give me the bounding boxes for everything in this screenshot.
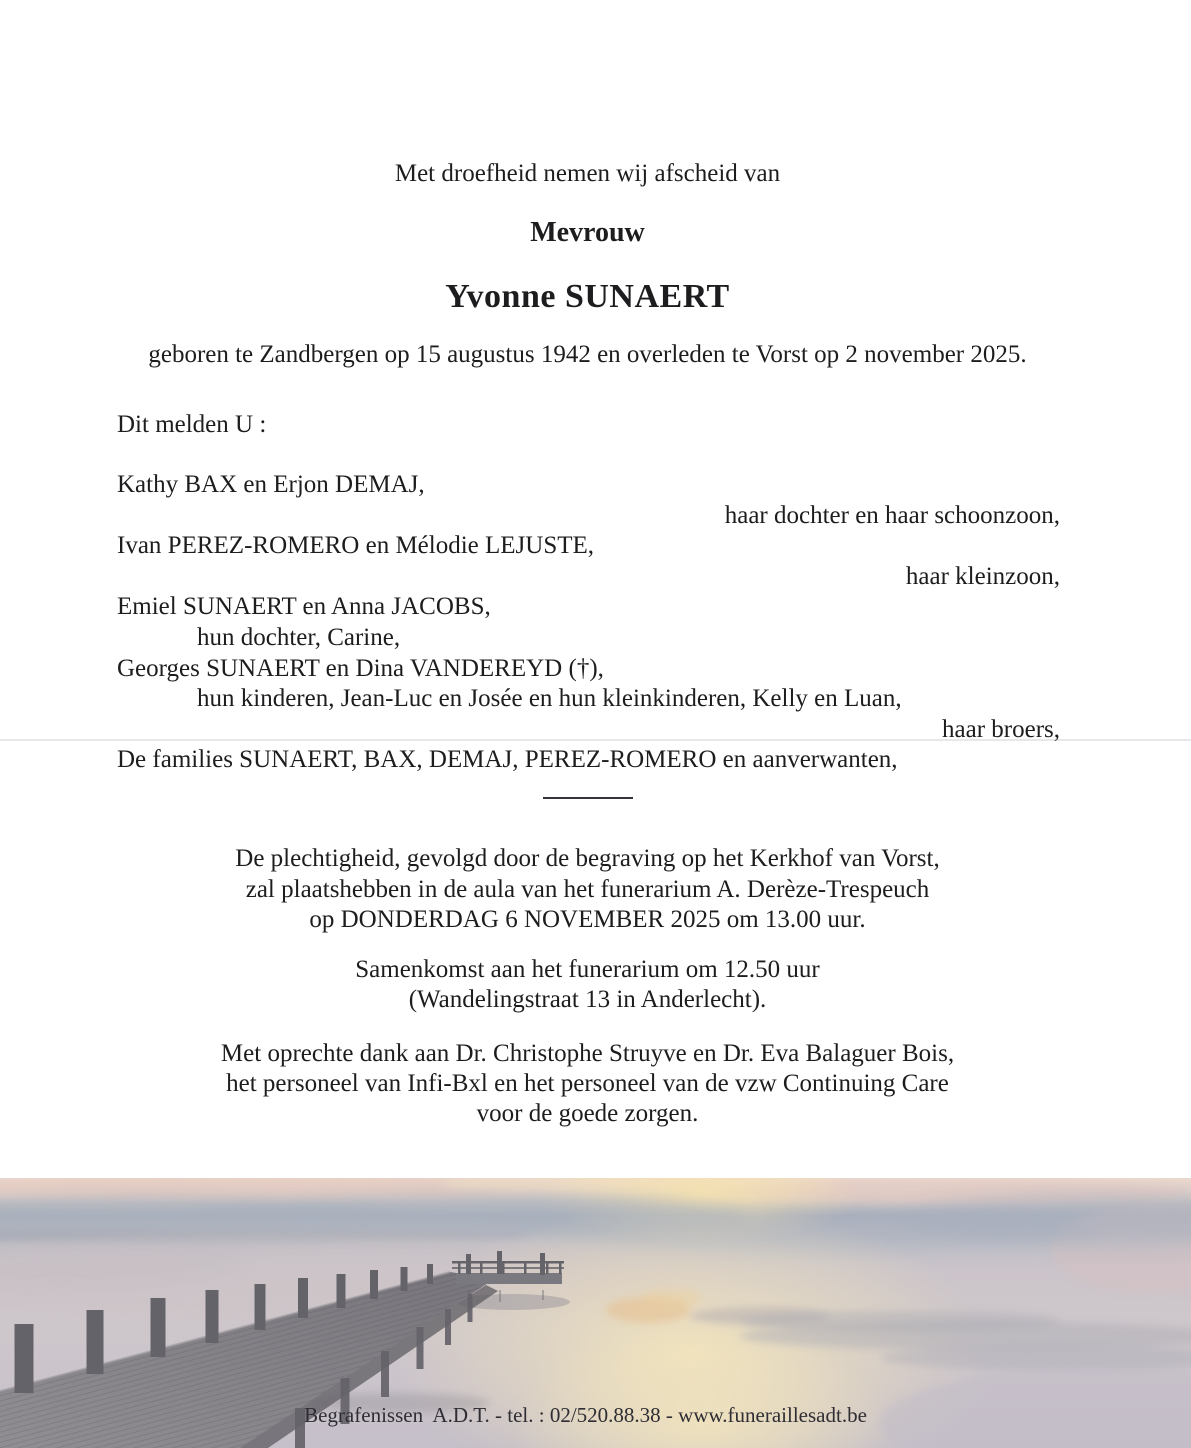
ceremony-line: op DONDERDAG 6 NOVEMBER 2025 om 13.00 uur. — [309, 906, 866, 933]
life-dates-line: geboren te Zandbergen op 15 augustus 1942 en overleden te Vorst op 2 november 2025. — [148, 341, 1027, 368]
gathering-line: Samenkomst aan het funerarium om 12.50 uur — [355, 956, 820, 983]
family-line: Ivan PEREZ-ROMERO en Mélodie LEJUSTE, — [117, 532, 595, 560]
family-line: De families SUNAERT, BAX, DEMAJ, PEREZ-ROMERO en aanverwanten, — [117, 746, 898, 774]
family-list — [117, 470, 1060, 776]
notify-intro: Dit melden U : — [117, 411, 267, 438]
family-line: hun dochter, Carine, — [197, 623, 401, 651]
funeral-home-footer: Begrafenissen A.D.T. - tel. : 02/520.88.38 - www.funeraillesadt.be — [304, 1403, 867, 1427]
gathering-line: (Wandelingstraat 13 in Anderlecht). — [408, 986, 767, 1013]
gathering-details — [0, 955, 1175, 1015]
relation-line: haar broers, — [942, 715, 1060, 743]
honorific: Mevrouw — [530, 217, 645, 248]
thanks-line: het personeel van Infi-Bxl en het personeel van de vzw Continuing Care — [226, 1070, 949, 1097]
relation-line: haar kleinzoon, — [905, 562, 1060, 590]
relation-line: haar dochter en haar schoonzoon, — [724, 501, 1060, 529]
thanks-paragraph — [0, 1039, 1175, 1129]
family-line: Georges SUNAERT en Dina VANDEREYD (†), — [117, 654, 604, 682]
thanks-line: voor de goede zorgen. — [476, 1100, 699, 1127]
ceremony-line: zal plaatshebben in de aula van het funerarium A. Derèze-Trespeuch — [245, 875, 930, 903]
intro-line: Met droefheid nemen wij afscheid van — [394, 160, 781, 187]
family-line: Emiel SUNAERT en Anna JACOBS, — [117, 593, 491, 621]
family-line: hun kinderen, Jean-Luc en Josée en hun kleinkinderen, Kelly en Luan, — [197, 685, 902, 713]
family-line: Kathy BAX en Erjon DEMAJ, — [117, 471, 425, 498]
deceased-name: Yvonne SUNAERT — [445, 278, 730, 315]
divider-line — [543, 797, 633, 799]
ceremony-line: De plechtigheid, gevolgd door de begraving op het Kerkhof van Vorst, — [235, 845, 940, 872]
scan-artifact-line — [0, 739, 1191, 741]
thanks-line: Met oprechte dank aan Dr. Christophe Struyve en Dr. Eva Balaguer Bois, — [220, 1040, 955, 1067]
ceremony-details — [0, 844, 1175, 936]
